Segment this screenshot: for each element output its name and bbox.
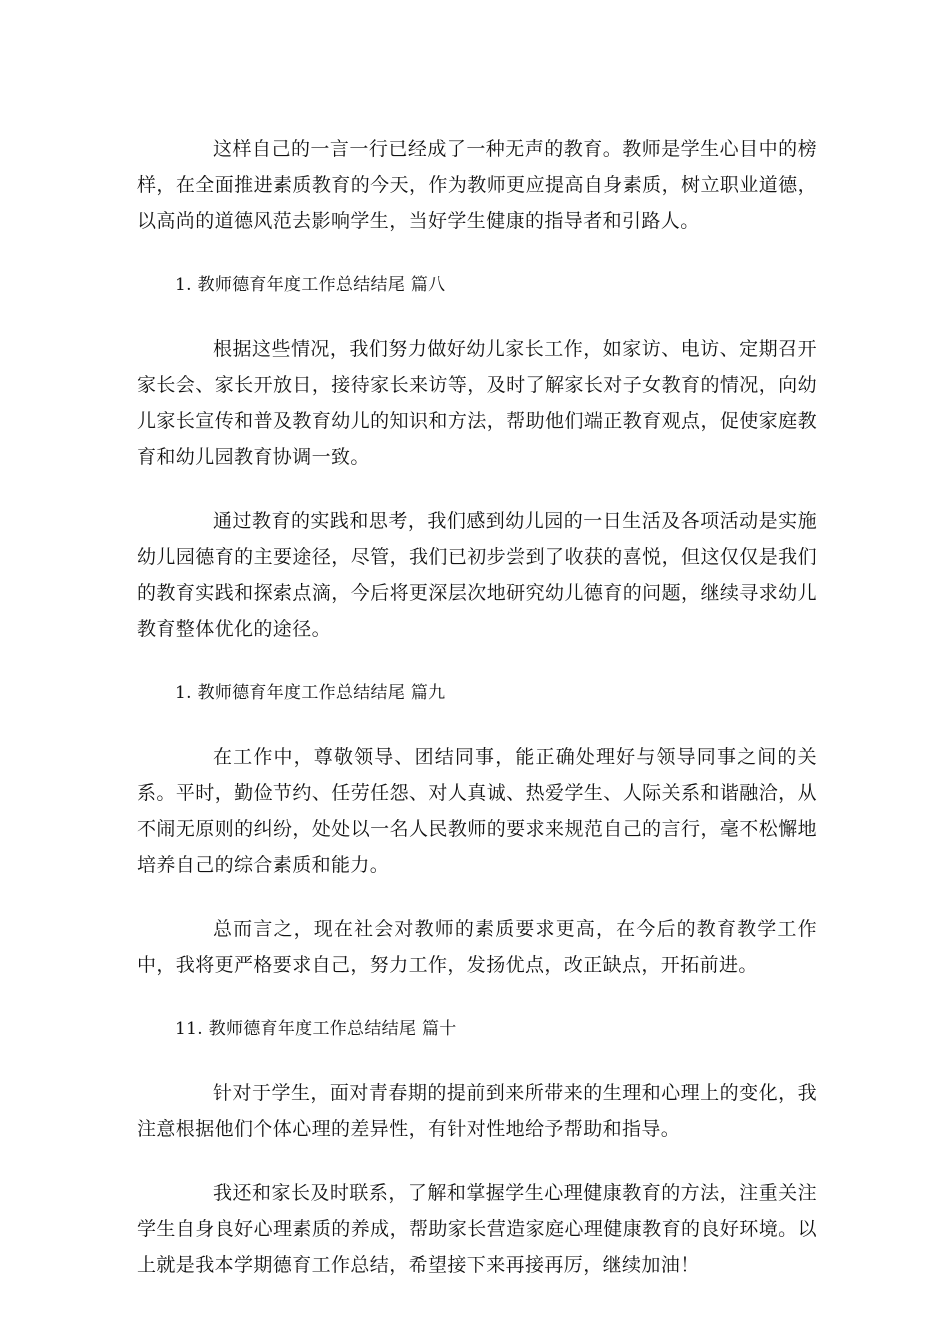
paragraph-1: 这样自己的一言一行已经成了一种无声的教育。教师是学生心目中的榜样，在全面推进素质教育的今天，作为教师更应提高自身素质，树立职业道德，以高尚的道德风范去影响学生，当好学生健康的指导者和引路人。 [137,138,817,232]
paragraph-6: 针对于学生，面对青春期的提前到来所带来的生理和心理上的变化，我注意根据他们个体心理的差异性，有针对性地给予帮助和指导。 [137,1082,817,1140]
section-heading-10: 11. 教师德育年度工作总结结尾 篇十 [175,1019,457,1039]
paragraph-2: 根据这些情况，我们努力做好幼儿家长工作，如家访、电访、定期召开家长会、家长开放日，接待家长来访等，及时了解家长对子女教育的情况，向幼儿家长宣传和普及教育幼儿的知识和方法，帮助他们端正教育观点，促使家庭教育和幼儿园教育协调一致。 [137,338,817,468]
paragraph-3: 通过教育的实践和思考，我们感到幼儿园的一日生活及各项活动是实施幼儿园德育的主要途径，尽管，我们已初步尝到了收获的喜悦，但这仅仅是我们的教育实践和探索点滴，今后将更深层次地研究幼儿德育的问题，继续寻求幼儿教育整体优化的途径。 [137,510,817,640]
paragraph-7: 我还和家长及时联系，了解和掌握学生心理健康教育的方法，注重关注学生自身良好心理素质的养成，帮助家长营造家庭心理健康教育的良好环境。以上就是我本学期德育工作总结，希望接下来再接再厉，继续加油！ [137,1182,817,1276]
section-heading-8: 1. 教师德育年度工作总结结尾 篇八 [175,275,446,295]
section-heading-9: 1. 教师德育年度工作总结结尾 篇九 [175,683,446,703]
document-body [137,131,817,1311]
paragraph-5: 总而言之，现在社会对教师的素质要求更高，在今后的教育教学工作中，我将更严格要求自己，努力工作，发扬优点，改正缺点，开拓前进。 [137,918,817,976]
paragraph-4: 在工作中，尊敬领导、团结同事，能正确处理好与领导同事之间的关系。平时，勤俭节约、任劳任怨、对人真诚、热爱学生、人际关系和谐融洽，从不闹无原则的纠纷，处处以一名人民教师的要求来规范自己的言行，毫不松懈地培养自己的综合素质和能力。 [137,746,817,876]
